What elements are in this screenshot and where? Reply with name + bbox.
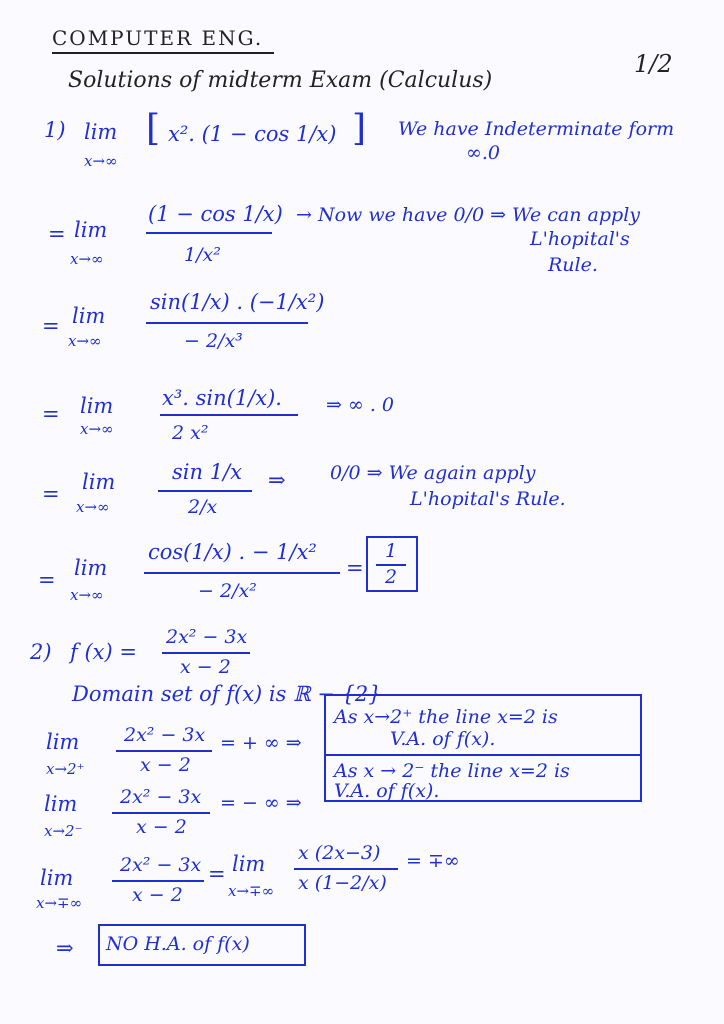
q1-bracket-left: [	[146, 108, 161, 149]
step2-lim: lim	[72, 304, 106, 328]
step1-numerator: (1 − cos 1/x)	[148, 202, 283, 226]
va-box-line3: As x → 2⁻ the line x=2 is	[334, 760, 570, 782]
conclusion-box	[98, 924, 306, 966]
limit3-denominator: x − 2	[132, 884, 183, 906]
q1-answer-box	[366, 536, 418, 592]
step5-lim-sub: x→∞	[70, 586, 104, 604]
limit2-numerator: 2x² − 3x	[120, 786, 202, 808]
q1-number: 1)	[44, 118, 66, 142]
limit3-bar	[112, 880, 204, 882]
q2-domain: Domain set of f(x) is ℝ − {2}	[72, 682, 382, 706]
q1-expression: x². (1 − cos 1/x)	[168, 122, 337, 146]
q1-note-indeterminate: We have Indeterminate form	[398, 118, 675, 140]
limit2-bar	[112, 812, 210, 814]
step1-fraction-bar	[146, 232, 272, 234]
limit3-result: = ∓∞	[406, 850, 460, 872]
q2-number: 2)	[30, 640, 52, 664]
step1-equals: =	[48, 222, 66, 246]
step3-lim: lim	[80, 394, 114, 418]
step5-lim: lim	[74, 556, 108, 580]
step4-note-line2: L'hopital's Rule.	[410, 488, 566, 510]
limit3-equals: =	[208, 862, 226, 886]
step4-note-line1: 0/0 ⇒ We again apply	[330, 462, 536, 484]
limit3-factored-numerator: x (2x−3)	[298, 842, 381, 864]
step1-note-line1: → Now we have 0/0 ⇒ We can apply	[296, 204, 641, 226]
step4-equals: =	[42, 482, 60, 506]
limit2-sub: x→2⁻	[44, 822, 83, 840]
limit1-denominator: x − 2	[140, 754, 191, 776]
answer-denominator: 2	[385, 566, 398, 588]
q1-lim-sub: x→∞	[84, 152, 118, 170]
step3-note: ⇒ ∞ . 0	[326, 394, 394, 416]
step1-note-line2: L'hopital's	[530, 228, 630, 250]
conclusion-arrow: ⇒	[56, 936, 74, 960]
limit3-lim2: lim	[232, 852, 266, 876]
limit1-bar	[116, 750, 212, 752]
limit3-factored-bar	[294, 868, 398, 870]
step4-lim-sub: x→∞	[76, 498, 110, 516]
q2-function-lhs: f (x) =	[70, 640, 137, 664]
limit2-denominator: x − 2	[136, 816, 187, 838]
limit2-result: = − ∞ ⇒	[220, 792, 302, 814]
step4-fraction-bar	[158, 490, 252, 492]
q2-function-denominator: x − 2	[180, 656, 231, 678]
step3-numerator: x³. sin(1/x).	[162, 386, 282, 410]
step3-lim-sub: x→∞	[80, 420, 114, 438]
limit3-numerator: 2x² − 3x	[120, 854, 202, 876]
limit1-lim: lim	[46, 730, 80, 754]
q1-note-form: ∞.0	[466, 142, 500, 164]
step2-denominator: − 2/x³	[184, 330, 243, 352]
step3-fraction-bar	[160, 414, 298, 416]
step4-numerator: sin 1/x	[172, 460, 242, 484]
conclusion-text: NO H.A. of f(x)	[106, 933, 250, 955]
step1-lim-sub: x→∞	[70, 250, 104, 268]
q2-function-bar	[162, 652, 250, 654]
step2-fraction-bar	[146, 322, 308, 324]
vertical-asymptote-box	[324, 694, 642, 802]
step1-denominator: 1/x²	[184, 244, 221, 266]
page-subtitle: Solutions of midterm Exam (Calculus)	[68, 68, 493, 93]
limit1-result: = + ∞ ⇒	[220, 732, 302, 754]
limit1-sub: x→2⁺	[46, 760, 85, 778]
step2-equals: =	[42, 314, 60, 338]
answer-numerator: 1	[385, 540, 398, 562]
q2-function-numerator: 2x² − 3x	[166, 626, 248, 648]
step3-denominator: 2 x²	[172, 422, 209, 444]
limit3-sub2: x→∓∞	[228, 882, 275, 900]
va-box-line2: V.A. of f(x).	[390, 728, 496, 750]
step5-equals-result: =	[346, 556, 364, 580]
title-underline	[52, 52, 274, 54]
va-box-line1: As x→2⁺ the line x=2 is	[334, 706, 558, 728]
step5-equals: =	[38, 568, 56, 592]
course-title: COMPUTER ENG.	[52, 26, 264, 50]
q1-lim: lim	[84, 120, 118, 144]
step2-numerator: sin(1/x) . (−1/x²)	[150, 290, 325, 314]
step4-lim: lim	[82, 470, 116, 494]
limit3-lim: lim	[40, 866, 74, 890]
limit2-lim: lim	[44, 792, 78, 816]
step3-equals: =	[42, 402, 60, 426]
page-number: 1/2	[634, 50, 673, 78]
limit3-factored-denominator: x (1−2/x)	[298, 872, 387, 894]
step4-denominator: 2/x	[188, 496, 218, 518]
va-box-line4: V.A. of f(x).	[334, 780, 440, 802]
step5-fraction-bar	[144, 572, 340, 574]
step5-denominator: − 2/x²	[198, 580, 257, 602]
step1-note-line3: Rule.	[548, 254, 598, 276]
limit3-sub: x→∓∞	[36, 894, 83, 912]
step1-lim: lim	[74, 218, 108, 242]
q1-bracket-right: ]	[352, 108, 367, 149]
step4-arrow: ⇒	[268, 468, 286, 492]
step2-lim-sub: x→∞	[68, 332, 102, 350]
limit1-numerator: 2x² − 3x	[124, 724, 206, 746]
va-box-divider	[326, 754, 640, 756]
step5-numerator: cos(1/x) . − 1/x²	[148, 540, 317, 564]
